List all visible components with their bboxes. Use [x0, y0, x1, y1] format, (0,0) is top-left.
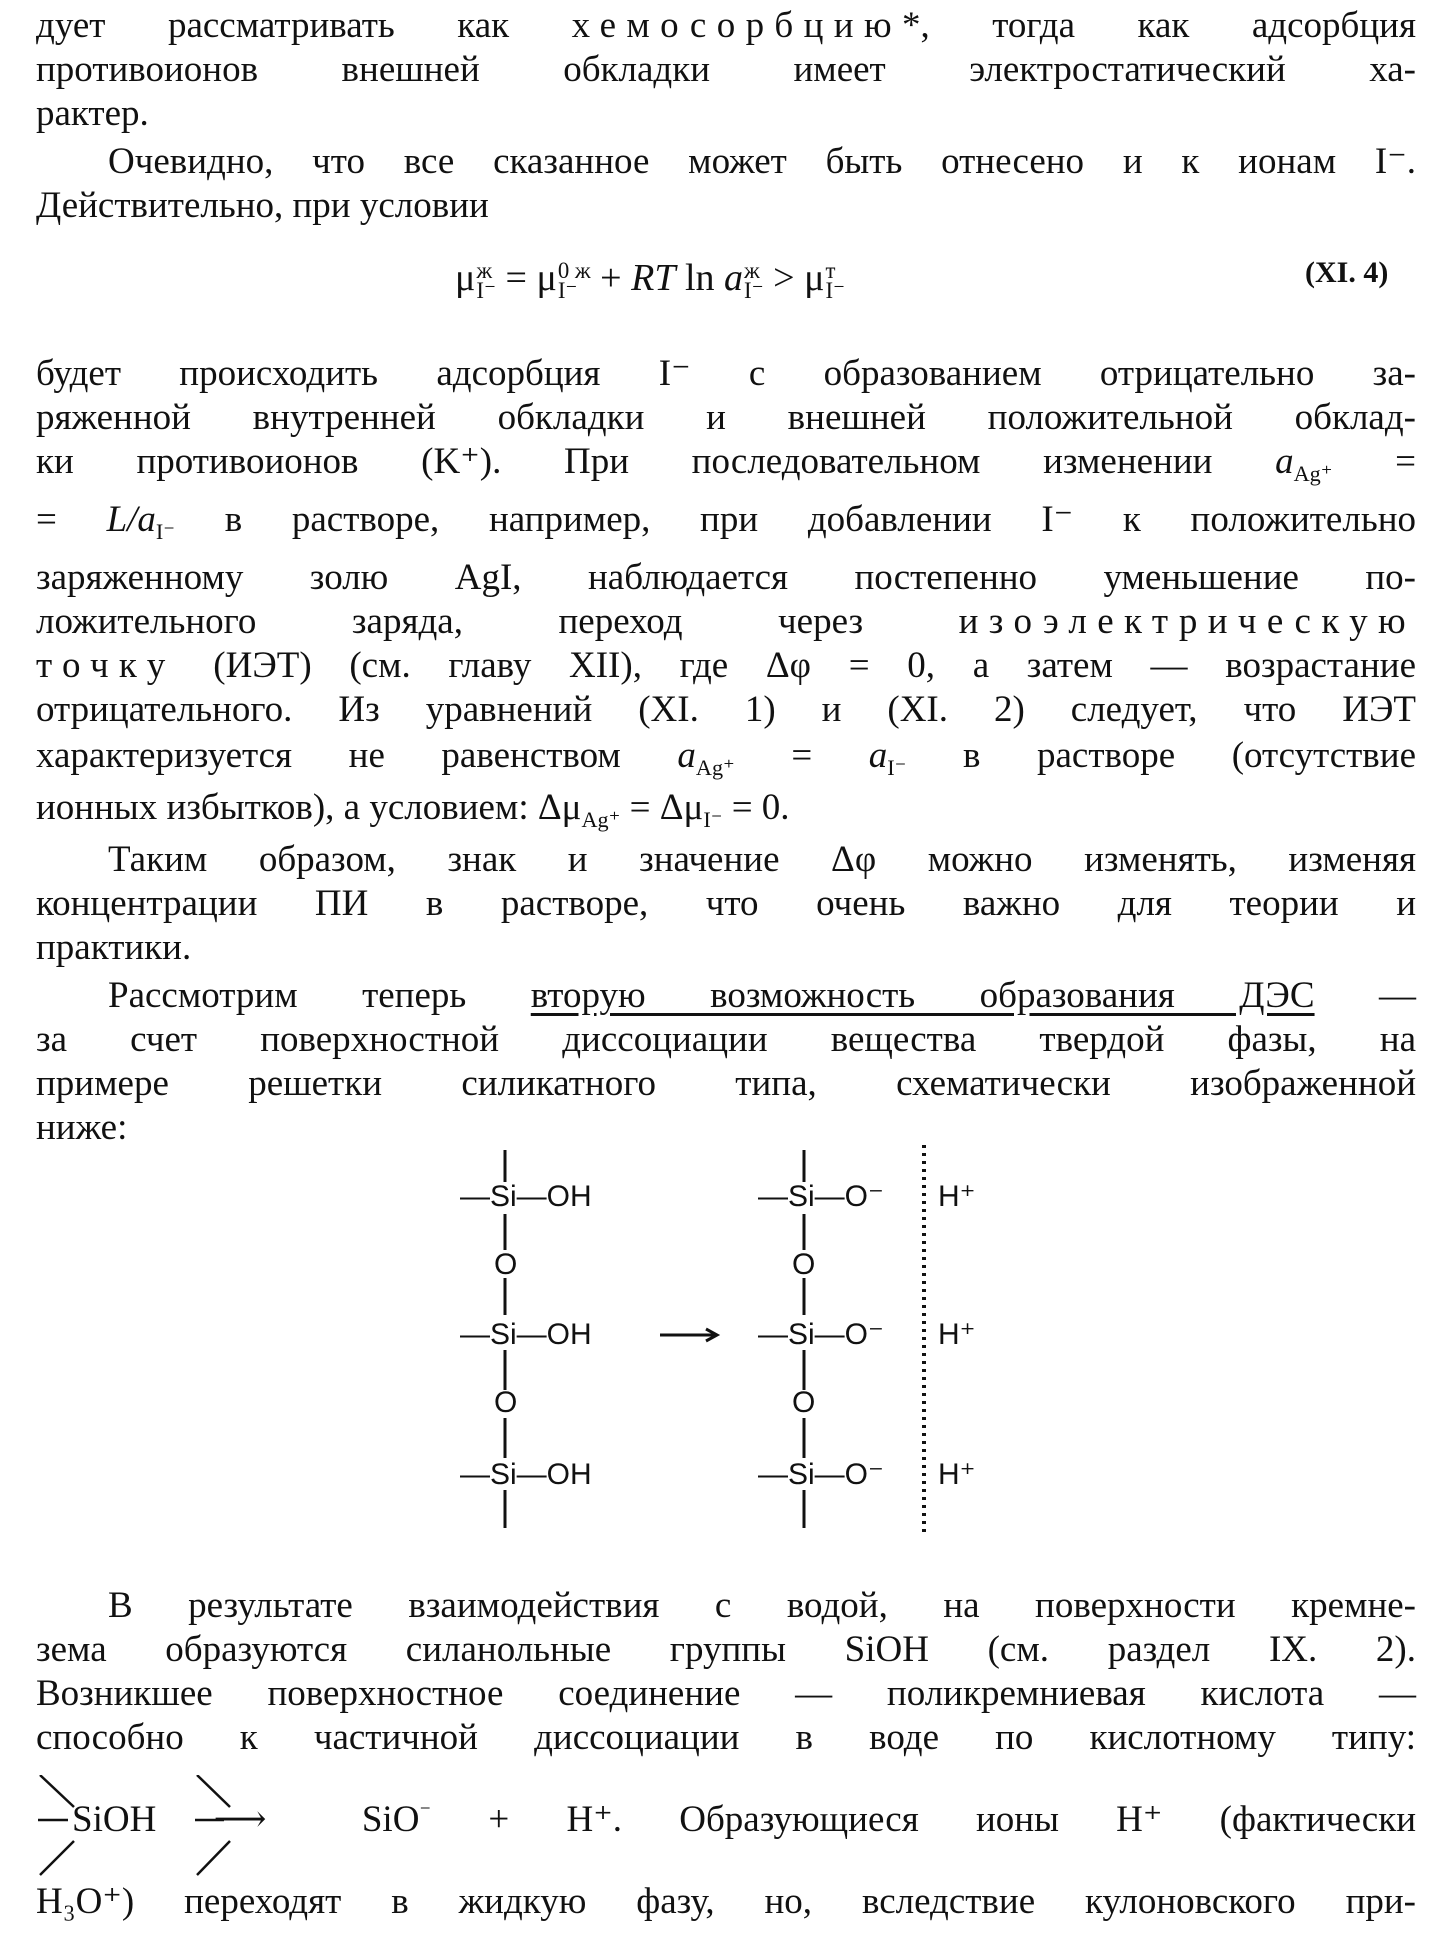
- text-line: точку (ИЭТ) (см. главу XII), где Δφ = 0, а затем — возрастание: [36, 645, 1416, 686]
- bridge-oxygen: O: [792, 1386, 816, 1419]
- underlined-phrase: вторую возможность образования ДЭС: [530, 975, 1315, 1016]
- text-line: зема образуются силанольные группы SiOH (см. раздел IX. 2).: [36, 1629, 1416, 1670]
- text-line: за счет поверхностной диссоциации вещества твердой фазы, на: [36, 1019, 1416, 1060]
- text-line: характеризуется не равенством $a_{Ag^+} = a_{I^-}$ в растворе (отсутствие: [36, 735, 1416, 780]
- text-line: концентрации ПИ в растворе, что очень важно для теории и: [36, 883, 1416, 924]
- silanol-group: —Si—OH: [460, 1458, 592, 1491]
- text-line: ки противоионов (K⁺). При последовательном изменении $a_{Ag^+}$ =: [36, 441, 1417, 486]
- silanolate-formula: SiO: [361, 1799, 420, 1841]
- bridge-oxygen: O: [494, 1248, 518, 1281]
- text-line: примере решетки силикатного типа, схематически изображенной: [36, 1063, 1416, 1104]
- silanolate-group: —Si—O⁻: [758, 1318, 884, 1351]
- text-line: отрицательного. Из уравнений (XI. 1) и (XI. 2) следует, что ИЭТ: [36, 689, 1416, 730]
- text-line: Таким образом, знак и значение Δφ можно изменять, изменяя: [108, 839, 1416, 880]
- bridge-oxygen: O: [792, 1248, 816, 1281]
- equation-number: (XI. 4): [1305, 256, 1389, 289]
- text-line: рактер.: [36, 93, 149, 134]
- text-line: = $L/a_{I^-}$ в растворе, например, при добавлении I⁻ к положительно: [36, 499, 1416, 544]
- text-line: противоионов внешней обкладки имеет электростатический ха-: [36, 49, 1416, 90]
- silanolate-group: —Si—O⁻: [758, 1180, 884, 1213]
- text-line: практики.: [36, 927, 192, 968]
- text-line: Возникшее поверхностное соединение — поликремниевая кислота —: [36, 1673, 1416, 1714]
- text-line: дует рассматривать как хемосорбцию*, тогда как адсорбция: [36, 5, 1416, 46]
- equation-xi-4: μ ж I⁻ = μ 0 ж I⁻ + RT ln a ж I⁻ > μ т I⁻: [455, 257, 846, 304]
- text-line: В результате взаимодействия с водой, на поверхности кремне-: [108, 1585, 1416, 1626]
- text-line: ложительного заряда, переход через изоэлектрическую: [36, 601, 1416, 642]
- spaced-term: хемосорбцию: [571, 5, 902, 46]
- spaced-term: изоэлектрическую: [958, 601, 1416, 642]
- bridge-oxygen: O: [494, 1386, 518, 1419]
- spaced-term: точку: [36, 645, 176, 686]
- text-line: H₃O⁺) переходят в жидкую фазу, но, вследствие кулоновского при-: [36, 1881, 1416, 1922]
- text-line: Рассмотрим теперь вторую возможность образования ДЭС —: [108, 975, 1417, 1016]
- silanol-group: —Si—OH: [460, 1318, 592, 1351]
- proton-label: H⁺: [938, 1458, 976, 1491]
- text-line: ряженной внутренней обкладки и внешней положительной обклад-: [36, 397, 1416, 438]
- silicate-dissociation-scheme: [430, 1140, 1030, 1540]
- silanol-formula: SiOH: [72, 1799, 157, 1841]
- silanolate-group: —Si—O⁻: [758, 1458, 884, 1491]
- proton-label: H⁺: [938, 1318, 976, 1351]
- text-line: способно к частичной диссоциации в воде по кислотному типу:: [36, 1717, 1416, 1758]
- text-line: Очевидно, что все сказанное может быть отнесено и к ионам I⁻.: [108, 141, 1416, 182]
- text-line: заряженному золю AgI, наблюдается постепенно уменьшение по-: [36, 557, 1416, 598]
- text-line: SiOH ⟶ SiO⁻ + H⁺. Образующиеся ионы H⁺ (фактически: [72, 1799, 1416, 1841]
- proton-label: H⁺: [938, 1180, 976, 1213]
- text-line: Действительно, при условии: [36, 185, 489, 226]
- text-line: ниже:: [36, 1107, 128, 1148]
- text-line: ионных избытков), а условием: $\Delta\mu_{Ag^+} = \Delta\mu_{I^-} = 0$.: [36, 787, 790, 832]
- text-line: будет происходить адсорбция I⁻ с образованием отрицательно за-: [36, 353, 1416, 394]
- silanol-group: —Si—OH: [460, 1180, 592, 1213]
